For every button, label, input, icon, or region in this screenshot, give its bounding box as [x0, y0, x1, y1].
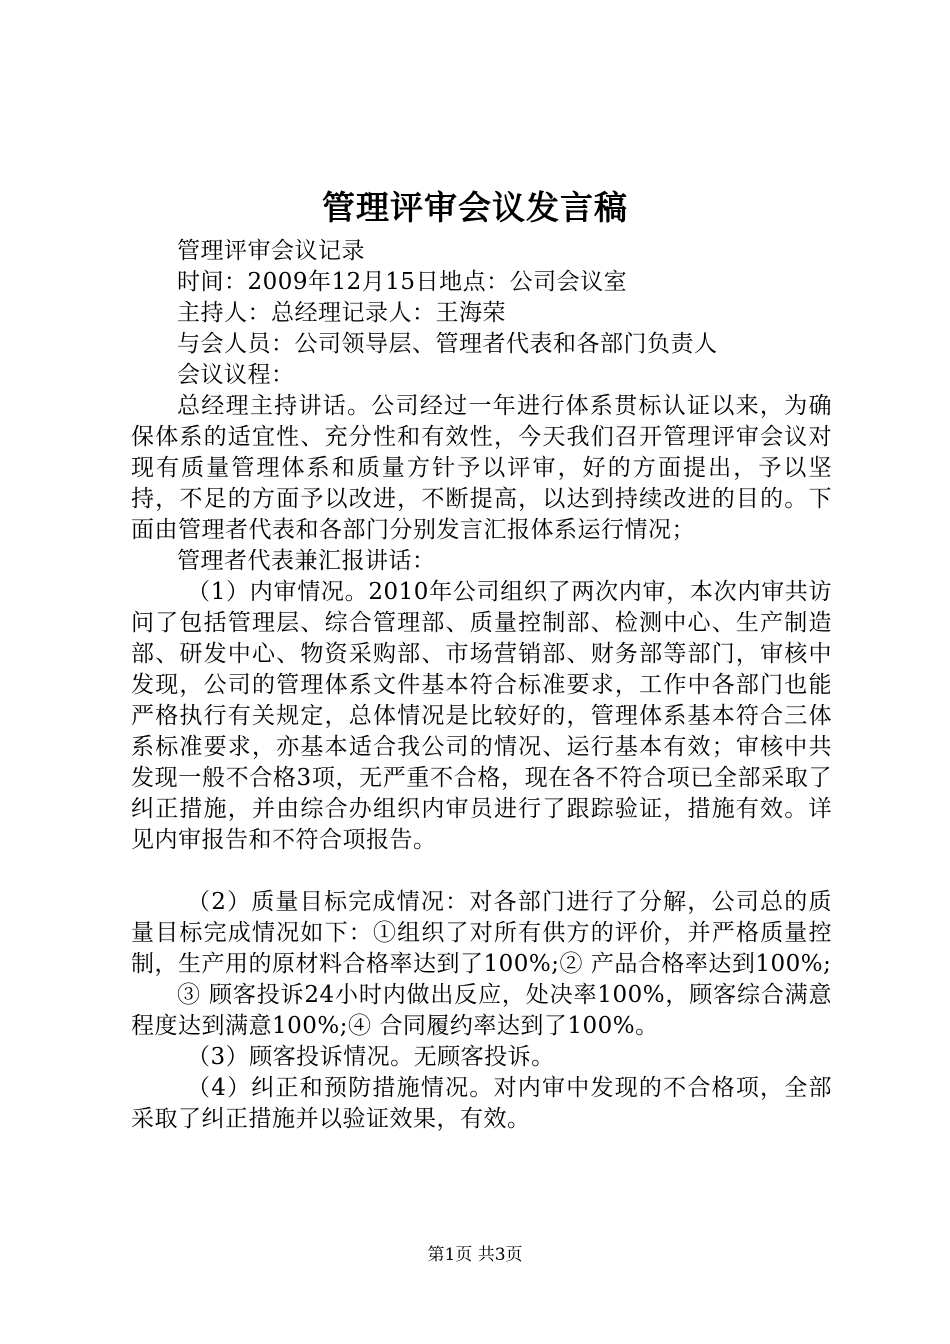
paragraph-agenda-heading: 会议议程： [177, 362, 295, 388]
paragraph-customer-response: ③ 顾客投诉24小时内做出反应，处决率100%，顾客综合满意程度达到满意100%;④ 合同履约率达到了100%。 [131, 982, 832, 1039]
paragraph-corrective-actions: （4）纠正和预防措施情况。对内审中发现的不合格项，全部采取了纠正措施并以验证效果，有效。 [131, 1075, 832, 1132]
paragraph-quality-objectives: （2）质量目标完成情况：对各部门进行了分解，公司总的质量目标完成情况如下：①组织了对所有供方的评价，并严格质量控制，生产用的原材料合格率达到了100%;② 产品合格率达到100%; [131, 889, 832, 977]
paragraph-opening-speech: 总经理主持讲话。公司经过一年进行体系贯标认证以来，为确保体系的适宜性、充分性和有效性，今天我们召开管理评审会议对现有质量管理体系和质量方针予以评审，好的方面提出，予以坚持，不足的方面予以改进，不断提高，以达到持续改进的目的。下面由管理者代表和各部门分别发言汇报体系运行情况； [131, 393, 832, 543]
document-body [131, 236, 832, 1135]
paragraph-record-heading: 管理评审会议记录 [177, 238, 365, 264]
paragraph-representative-heading: 管理者代表兼汇报讲话： [177, 548, 436, 574]
paragraph-host-recorder: 主持人：总经理记录人：王海荣 [177, 300, 506, 326]
paragraph-attendees: 与会人员：公司领导层、管理者代表和各部门负责人 [177, 331, 718, 357]
paragraph-customer-complaints: （3）顾客投诉情况。无顾客投诉。 [187, 1044, 555, 1070]
paragraph-internal-audit: （1）内审情况。2010年公司组织了两次内审，本次内审共访问了包括管理层、综合管理部、质量控制部、检测中心、生产制造部、研发中心、物资采购部、市场营销部、财务部等部门，审核中发现，公司的管理体系文件基本符合标准要求，工作中各部门也能严格执行有关规定，总体情况是比较好的，管理体系基本符合三体系标准要求，亦基本适合我公司的情况、运行基本有效；审核中共发现一般不合格3项，无严重不合格，现在各不符合项已全部采取了纠正措施，并由综合办组织内审员进行了跟踪验证，措施有效。详见内审报告和不符合项报告。 [131, 579, 832, 853]
document-title: 管理评审会议发言稿 [322, 188, 628, 227]
page-footer: 第1页 共3页 [427, 1245, 523, 1265]
paragraph-time-location: 时间：2009年12月15日地点：公司会议室 [177, 269, 628, 295]
